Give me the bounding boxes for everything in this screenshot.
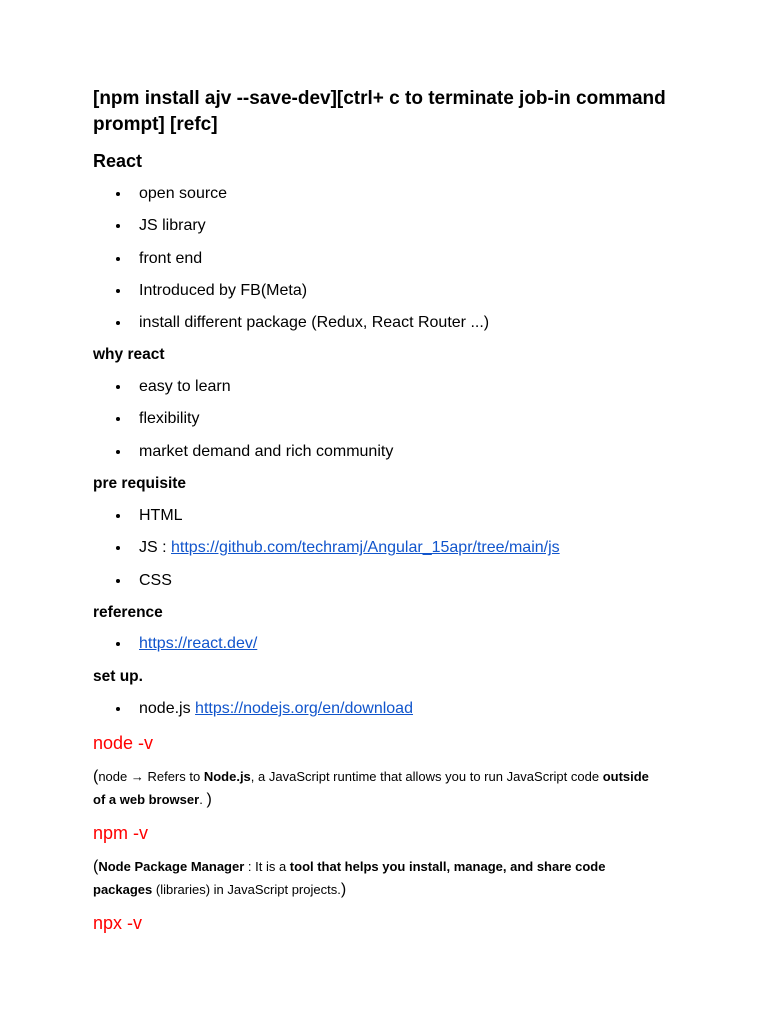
list-item-text: front end	[139, 249, 203, 267]
npx-version-command: npx -v	[93, 913, 143, 933]
list-item-text	[139, 634, 257, 654]
bullet-icon	[116, 257, 120, 261]
text-span: node → Refers to	[98, 769, 204, 784]
list-item-text: open source	[139, 185, 228, 202]
bullet-icon	[116, 385, 120, 389]
bullet-icon	[116, 579, 120, 583]
bullet-icon	[116, 514, 120, 518]
bullet-icon	[116, 417, 120, 421]
prerequisite-heading: pre requisite	[93, 475, 187, 492]
text-span: , a JavaScript runtime that allows you to run JavaScript code	[250, 769, 603, 784]
npm-version-command: npm -v	[93, 823, 149, 843]
bold-span: Node.js	[203, 769, 251, 784]
bold-span: tool that helps you install, manage, and share code packages	[93, 859, 606, 897]
node-description	[93, 765, 653, 811]
list-item-text: market demand and rich community	[139, 442, 394, 460]
bullet-icon	[116, 321, 120, 325]
react-heading: React	[93, 151, 143, 171]
bold-span: Node Package Manager	[98, 859, 245, 874]
nodejs-download-link[interactable]: https://nodejs.org/en/download	[195, 700, 413, 717]
bullet-icon	[116, 224, 120, 228]
text-span: : It is a	[244, 859, 290, 874]
list-item-text: JS library	[139, 217, 206, 235]
bullet-icon	[116, 450, 120, 454]
paren-open: (	[93, 768, 99, 785]
paren-close: )	[340, 881, 347, 898]
bullet-icon	[116, 192, 120, 196]
text-span: (libraries) in JavaScript projects.	[152, 882, 341, 897]
list-item-text: install different package (Redux, React Router ...)	[139, 314, 490, 332]
list-item-text: flexibility	[139, 410, 200, 428]
bullet-icon	[116, 642, 120, 646]
js-github-link[interactable]: https://github.com/techramj/Angular_15apr/tree/main/js	[171, 539, 560, 557]
npm-description	[93, 855, 653, 901]
list-item-text	[139, 699, 413, 719]
bullet-icon	[116, 546, 120, 550]
reference-heading: reference	[93, 604, 163, 621]
js-label: JS :	[139, 539, 172, 557]
why-react-heading: why react	[93, 346, 165, 363]
list-item-text: CSS	[139, 571, 172, 589]
list-item-text: Introduced by FB(Meta)	[139, 281, 308, 299]
bullet-icon	[116, 707, 120, 711]
nodejs-label: node.js	[139, 700, 196, 717]
list-item-text: HTML	[139, 507, 183, 524]
bold-span: outside of a web browser	[93, 769, 649, 807]
paren-open: (	[93, 858, 99, 875]
bullet-icon	[116, 289, 120, 293]
list-item-text	[139, 538, 560, 558]
node-version-command: node -v	[93, 733, 154, 753]
page-title: [npm install ajv --save-dev][ctrl+ c to terminate job-in command prompt] [refc]	[93, 88, 666, 135]
paren-close: )	[206, 791, 212, 808]
react-dev-link[interactable]: https://react.dev/	[139, 635, 258, 652]
setup-heading: set up.	[93, 668, 143, 685]
text-span: .	[199, 792, 207, 807]
list-item-text: easy to learn	[139, 378, 231, 395]
